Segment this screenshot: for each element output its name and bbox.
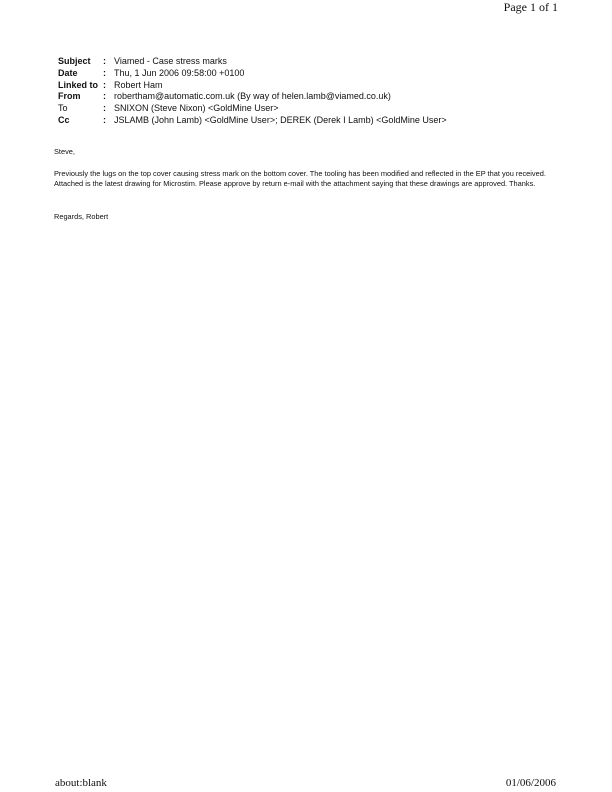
header-value-linked-to: Robert Ham (114, 79, 163, 90)
header-row-cc (58, 115, 447, 127)
header-value-subject: Viamed - Case stress marks (114, 56, 227, 66)
header-row-date (58, 68, 447, 80)
header-value-cc: JSLAMB (John Lamb) <GoldMine User>; DEREK (Derek I Lamb) <GoldMine User> (114, 114, 447, 125)
header-row-subject (58, 56, 447, 68)
header-row-to (58, 103, 447, 115)
header-colon: : (103, 103, 106, 114)
header-colon: : (103, 91, 106, 102)
header-value-date: Thu, 1 Jun 2006 09:58:00 +0100 (114, 67, 245, 78)
email-signoff: Regards, Robert (54, 212, 109, 221)
header-value-from: robertham@automatic.com.uk (By way of helen.lamb@viamed.co.uk) (114, 91, 391, 102)
header-label-subject: Subject (58, 56, 91, 66)
header-label-cc: Cc (58, 114, 70, 125)
email-body-paragraph: Previously the lugs on the top cover causing stress mark on the bottom cover. The tooling has been modified and reflected in the EP that you received. Attached is the latest drawing for Microstim. Please approve by return e-mail with the attachment saying that these drawings are approved. Thanks. (54, 169, 546, 188)
page-number: Page 1 of 1 (503, 0, 558, 14)
header-label-to: To (58, 103, 68, 114)
header-row-from (58, 91, 447, 103)
header-row-linked-to (58, 80, 447, 92)
header-colon: : (103, 67, 106, 78)
footer-date: 01/06/2006 (505, 777, 556, 789)
header-colon: : (103, 56, 106, 66)
header-colon: : (103, 79, 106, 90)
header-label-from: From (58, 91, 81, 102)
email-header-table (58, 56, 447, 127)
email-greeting: Steve, (54, 147, 75, 156)
header-colon: : (103, 114, 106, 125)
header-value-to: SNIXON (Steve Nixon) <GoldMine User> (114, 103, 279, 114)
footer-url: about:blank (55, 777, 107, 789)
header-label-linked-to: Linked to (58, 79, 98, 90)
header-label-date: Date (58, 67, 78, 78)
